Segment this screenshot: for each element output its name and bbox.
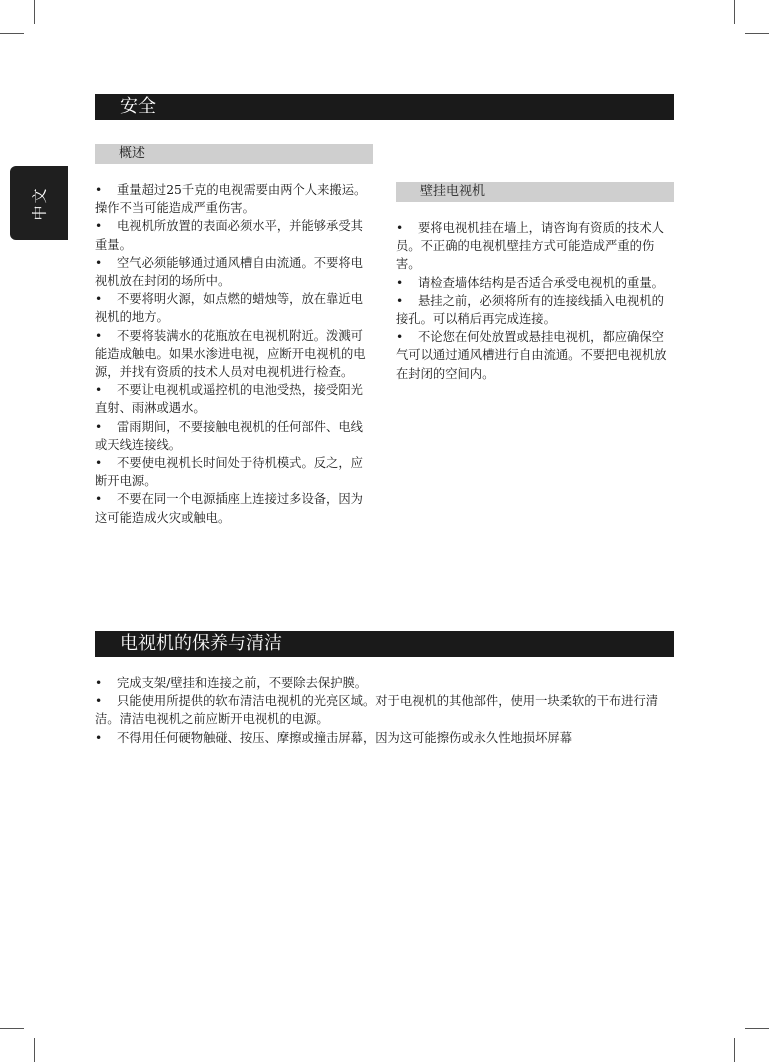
list-item: • 不要使电视机长时间处于待机模式。反之，应断开电源。 (95, 454, 368, 490)
care-list (95, 674, 675, 747)
overview-list (95, 181, 368, 527)
crop-mark (745, 1028, 769, 1029)
list-item: • 完成支架/壁挂和连接之前，不要除去保护膜。 (95, 674, 675, 692)
list-item: • 不要将明火源，如点燃的蜡烛等，放在靠近电视机的地方。 (95, 290, 368, 326)
crop-mark (0, 33, 24, 34)
list-item: • 不要在同一个电源插座上连接过多设备，因为这可能造成火灾或触电。 (95, 490, 368, 526)
list-item: • 不论您在何处放置或悬挂电视机，都应确保空气可以通过通风槽进行自由流通。不要把电视机放在封闭的空间内。 (396, 328, 672, 383)
language-tab (10, 166, 68, 240)
subheading-wall-mount: 壁挂电视机 (396, 182, 674, 202)
crop-mark (734, 0, 735, 24)
list-item: • 只能使用所提供的软布清洁电视机的光亮区域。对于电视机的其他部件，使用一块柔软的干布进行清洁。清洁电视机之前应断开电视机的电源。 (95, 692, 675, 728)
list-item: • 不得用任何硬物触碰、按压、摩擦或撞击屏幕，因为这可能擦伤或永久性地损坏屏幕 (95, 729, 675, 747)
list-item: • 雷雨期间，不要接触电视机的任何部件、电线或天线连接线。 (95, 418, 368, 454)
list-item: • 重量超过25千克的电视需要由两个人来搬运。操作不当可能造成严重伤害。 (95, 181, 368, 217)
list-item: • 电视机所放置的表面必须水平，并能够承受其重量。 (95, 217, 368, 253)
crop-mark (0, 1028, 24, 1029)
list-item: • 悬挂之前，必须将所有的连接线插入电视机的接孔。可以稍后再完成连接。 (396, 292, 672, 328)
crop-mark (34, 1038, 35, 1062)
list-item: • 不要让电视机或遥控机的电池受热，接受阳光直射、雨淋或遇水。 (95, 381, 368, 417)
list-item: • 空气必须能够通过通风槽自由流通。不要将电视机放在封闭的场所中。 (95, 254, 368, 290)
subheading-overview: 概述 (95, 144, 373, 164)
wall-mount-list (396, 219, 672, 383)
section-title-safety: 安全 (95, 94, 674, 120)
crop-mark (34, 0, 35, 24)
crop-mark (734, 1038, 735, 1062)
list-item: • 要将电视机挂在墙上，请咨询有资质的技术人员。不正确的电视机壁挂方式可能造成严重的伤害。 (396, 219, 672, 274)
list-item: • 请检查墙体结构是否适合承受电视机的重量。 (396, 274, 672, 292)
crop-mark (745, 33, 769, 34)
section-title-care: 电视机的保养与清洁 (95, 631, 674, 657)
language-tab-label: 中文 (30, 185, 49, 221)
list-item: • 不要将装满水的花瓶放在电视机附近。泼溅可能造成触电。如果水渗进电视，应断开电视机的电源，并找有资质的技术人员对电视机进行检查。 (95, 327, 368, 382)
